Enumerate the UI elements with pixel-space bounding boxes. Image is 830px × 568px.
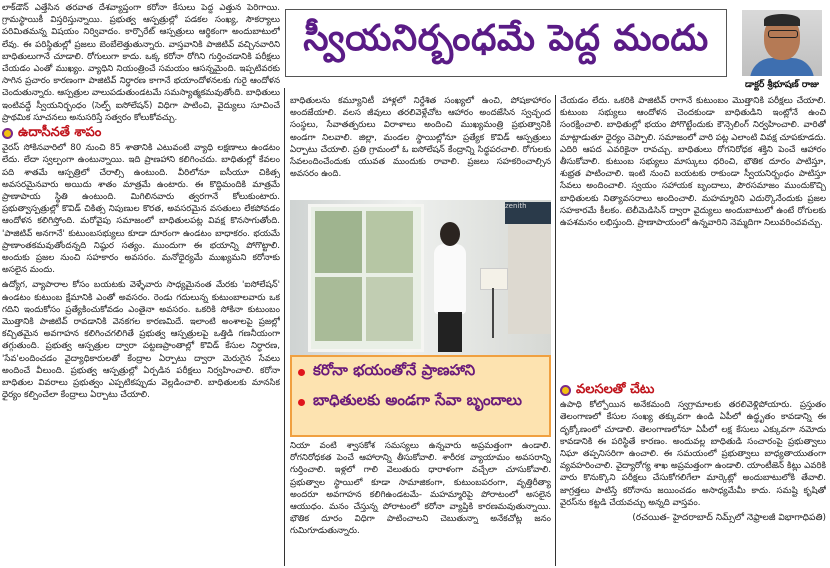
intro-paragraph: లాక్‌డౌన్ ఎత్తేసిన తరవాత దేశవ్యాప్తంగా కరోనా కేసులు పెద్ద ఎత్తున పెరిగాయి. గ్రామస్థాయికీ విస్తరిస్తున్నాయి. ప్రభుత్వ ఆస్పత్రుల్లో పడకల సంఖ్య, సౌకర్యాలు పరిమితమన్న విషయం నిర్వివాదం. కార్పొరేట్ ఆస్పత్రులు ఆర్థికంగా అందుబాటులో లేవు. ఈ పరిస్థితుల్లో ప్రజలు బెంబేలెత్తుతున్నారు. వాస్తవానికి పాజిటివ్ వచ్చినవారిని బాధితులుగానే చూడాలి. రోగులుగా కాదు. ఒక్క కరోనా రోగిని గుర్తించడానికి పరీక్షలు చేయడం ఎంతో ముఖ్యం. వ్యాధిని నియంత్రించే సమయం ఆసన్నమైంది. ఇప్పటివరకు సాగిన ప్రచారం కారణంగా పాజిటివ్ నిర్ధారణ కాగానే భయాందోళనలకు గురై ఆందోళన చెందుతున్నారు. ఆస్పత్రుల వాలుపడుతుండటమే సమస్యాత్మకమవుతోంది. బాధితులు ఇంటివద్దే స్వీయనిర్బంధం (సెల్ఫ్ ఐసోలేషన్) విధిగా పాటించి, వైద్యులు సూచించే ప్రాథమిక సూచనలు అనుసరిస్తే సత్వరం కోలుకోవచ్చు. — [2, 3, 280, 123]
column-3-bottom — [560, 381, 826, 566]
col2-paragraph-top: బాధితులను కమ్యూనిటీ హాళ్లలో నిర్దేశిత సంఖ్యలో ఉంచి, పోషకాహారం అందజేయాలి. వలస జీవులు తరలివెళ్లేచోట ఆహారం అందజేసిన స్వచ్ఛంద సంస్థలు, సేవాతత్పరులు విరాళాలు అందించి ముఖ్యమంత్రి ప్రభుత్వానికి అండగా నిలవాలి. జిల్లా, మండల స్థాయిల్లోనూ ప్రత్యేక కొవిడ్ ఆస్పత్రులు ఏర్పాటు చేయాలి. ప్రతి గ్రామంలో ఓ ఐసోలేషన్ కేంద్రాన్ని సిద్ధపరచాలి. రోగులకు సేవలందించేందుకు యువత ముందుకు రావాలి. ప్రజలు సహకరించాల్సిన అవసరం ఉంది. — [290, 96, 551, 180]
column-2-top — [290, 95, 551, 199]
col1-paragraph-1: వైరస్ సోకినవారిలో 80 నుంచి 85 శాతానికి ఎటువంటి వ్యాధి లక్షణాలు ఉండటం లేదు. లేదా స్వల్పంగా ఉంటున్నాయి. ఇది ప్రాణహాని కలిగించదు. బాధితుల్లో కేవలం పది శాతమే ఆస్పత్రిలో చేరాల్సి ఉంటుంది. వీరిలోనూ ఐసీయూ చికిత్స అవసరమైనవారు అయిదు శాతం మాత్రమే ఉంటారు. ఈ కొద్దిమందికి మాత్రమే ప్రాణాపాయ స్థితి ఉంటుంది. మిగిలినవారు త్వరగానే కోలుకుంటారు. ప్రభుత్వాస్పత్రుల్లో కొవిడ్ చికిత్స నిపుణుల కొరత, అవసరమైన వసతులు లేకపోవడం ఆందోళన కలిగిస్తోంది. మరోవైపు సమాజంలో బాధితులపట్ల వివక్ష కొనసాగుతోంది. 'పాజిటివ్ అనగానే' కుటుంబసభ్యులు కూడా దూరంగా ఉండటం బాధాకరం. భయమే ప్రాణాంతకమవుతోందన్నది నిష్ఠుర సత్యం. ముందుగా ఈ భయాన్ని పోగొట్టాలి. అందుకు ప్రజల నుంచి సహకారం అవసరం. మనోధైర్యమే ముఖ్యమని కరోనాకు అసలైన మందు. — [2, 143, 280, 276]
column-3-top — [560, 95, 826, 379]
subheading-2-text: వలసలతో చేటు — [576, 382, 655, 397]
lamp — [480, 268, 508, 290]
glasses-icon — [768, 30, 798, 38]
col2-paragraph-bottom: నియా వంటి శ్వాసకోశ సమస్యలు ఉన్నవారు అప్రమత్తంగా ఉండాలి. రోగనిరోధకత పెంచే ఆహారాన్ని తీసుకోవాలి. శారీరక వ్యాయామం అవసరాన్ని గుర్తించాలి. ఇళ్లలో గాలి వెలుతురు ధారాళంగా వచ్చేలా చూసుకోవాలి. ప్రభుత్వాల స్థాయిలో కూడా సామాజికంగా, కుటుంబపరంగా, వృత్తిరీత్యా అందరూ అవగాహన కలిగిఉండటమే- మహమ్మారిపై పోరాటంలో అసలైన ఆయుధం. మనం చేస్తున్న పోరాటంలో కరోనా వ్యాప్తికి కారణమవుతున్నాయి. భౌతిక దూరం విధిగా పాటించాలని చెబుతున్నా అనేకచోట్ల జనం గుమిగూడుతున్నారు. — [290, 441, 551, 537]
pull-quote-banner — [290, 355, 551, 437]
article-photo — [290, 200, 551, 355]
col3-paragraph-top: చేయడం లేదు. ఒకరికి పాజిటివ్ రాగానే కుటుంబం మొత్తానికి పరీక్షలు చేయాలి. కుటుంబ సభ్యులు ఆందోళన చెందకుండా బాధితుడిని ఇంట్లోనే ఉంచి సంరక్షించాలి. బాధితుల్లో భయం పోగొట్టేందుకు కౌన్సెలింగ్ నిర్వహించాలి. వారితో మాట్లాడుతూ ధైర్యం చెప్పాలి. సమాజంలో వారి పట్ల ఎలాంటి వివక్ష చూపకూడదు. ఎదిరి ఆపద ఎవరికైనా రావచ్చు. బాధితులు రోగనిరోధక శక్తిని పెంచే ఆహారం తీసుకోవాలి. కుటుంబ సభ్యులు మాస్కులు ధరించి, భౌతిక దూరం పాటిస్తూ, శుభ్రత పాటించాలి. ఇంటి నుంచి బయటకు రాకుండా స్వీయనిర్బంధం పాటిస్తూ సేవలు అందించాలి. స్వయం సహాయక బృందాలు, పౌరసమాజం ముందుకొచ్చి బాధితులకు నిత్యావసరాలు అందించాలి. మహమ్మారిని ఎదుర్కొనేందుకు ప్రజల సహకారమే కీలకం. టెలీమెడిసిన్ ద్వారా వైద్యులు అందుబాటులో ఉంటే రోగులకు ఉపశమనం లభిస్తుంది. ప్రాణాపాయంలో ఉన్నవారిని నెమ్మదిగా నిలువరించవచ్చు. — [560, 96, 826, 229]
subheading-2 — [560, 384, 826, 396]
column-divider — [555, 95, 556, 566]
bullet-icon — [298, 369, 305, 376]
author-hair — [764, 14, 800, 26]
col1-paragraph-2: ఉద్యోగ, వ్యాపారాల కోసం బయటకు వెళ్ళేవారు సాధ్యమైనంత మేరకు 'ఐసోలేషన్' ఉండటం కుటుంబ క్షేమానికి ఎంతో అవసరం. రెండు గదులున్న కుటుంబాలవారు ఒక గదిని ఇందుకోసం ప్రత్యేకించుకోవడం ఎంతైనా అవసరం. ఒకరికి సోకినా కుటుంబం మొత్తానికి పాజిటివ్ రావడానికి వెనకగల కారణమిదే. ఇలాంటి అంశాలపై ప్రజల్లో కచ్చితమైన అవగాహన కలిగించగలిగితే ప్రభుత్వ ఆస్పత్రులపై ఒత్తిడి గణనీయంగా తగ్గుతుంది. ప్రభుత్వ ఆస్పత్రుల ద్వారా పట్టణప్రాంతాల్లో కొవిడ్ కేసుల నిర్ధారణ, 'సేవ'లందించడం వైద్యాధికారులతో కేంద్రాల ఏర్పాటు ద్వారా మెరుగైన సేవలు అందించే వీలుంది. ప్రభుత్వ ఆస్పత్రుల్లో ఏర్పడిన పరీక్షలు నిర్వహించాలి. కరోనా బాధితుల వివరాలు ప్రభుత్వం ఎప్పటికప్పుడు వెల్లడించాలి. బాధితులకు మానసిక ధైర్యం కల్పించేలా కేంద్రాలు ఏర్పాటు చేయాలి. — [2, 280, 280, 401]
banner-row-2 — [292, 387, 549, 417]
author-name: డాక్టర్ శ్రీభూషణ్ రాజు — [745, 80, 819, 90]
column-divider — [284, 88, 285, 566]
col3-paragraph: ఉపాధి కోల్పోయిన అనేకమంది స్వగ్రామాలకు తరలివెళ్లిపోయారు. ప్రస్తుతం తెలంగాణలో కేసుల సంఖ్య తక్కువగా ఉండి ఏపీలో ఉద్ధృతం కావడాన్ని ఈ దృక్కోణంలో చూడాలి. తెలంగాణలోనూ ఏపీలో లక్ష కేసులు ఎక్కువగా నమోదు కావడానికి ఈ పరిస్థితే కారణం. అందువల్ల బాధితుడి సంచారంపై ప్రభుత్వాలు నిఘా తప్పనిసరిగా ఉంచాలి. ఈ సమయంలో ప్రభుత్వాలు బాధ్యతాయుతంగా వ్యవహరించాలి. వైద్యారోగ్య శాఖ అప్రమత్తంగా ఉండాలి. యాంటీజెన్ కిట్లు ఎవరికి వారు కొనుక్కొని పరీక్షలు చేసుకోగలిగేలా మార్కెట్లో అందుబాటులోకి తేవాలి. జాగ్రత్తలు పాటిస్తే కరోనాను జయించడం అసాధ్యమేమీ కాదు. సమష్టి కృషితో వైరస్‌ను కట్టడి చేయవచ్చు అన్నది వాస్తవం. — [560, 400, 826, 508]
box-label: zenith — [505, 202, 551, 224]
banner-row-1 — [292, 357, 549, 387]
subheading-1-text: ఉదాసీనతే శాపం — [18, 125, 102, 141]
bullet-icon — [2, 128, 13, 139]
author-credit: (రచయిత- హైదరాబాద్ నిమ్స్‌లో నెఫ్రాలజీ విభాగాధిపతి) — [632, 513, 826, 524]
subheading-1 — [2, 127, 280, 139]
window — [308, 204, 424, 352]
bullet-icon — [298, 399, 305, 406]
shelf — [508, 224, 551, 334]
column-1 — [2, 2, 280, 405]
headline: స్వీయనిర్బంధమే పెద్ద మందు — [303, 18, 709, 59]
column-2-bottom — [290, 440, 551, 566]
author-photo — [742, 10, 822, 76]
banner-line-1: కరోనా భయంతోనే ప్రాణహాని — [313, 361, 476, 379]
author-shirt — [750, 58, 814, 76]
bullet-icon — [560, 385, 571, 396]
headline-box — [285, 9, 727, 77]
author-block — [738, 10, 826, 94]
banner-line-2: బాధితులకు అండగా సేవా బృందాలు — [313, 391, 522, 409]
person-figure — [430, 222, 470, 352]
